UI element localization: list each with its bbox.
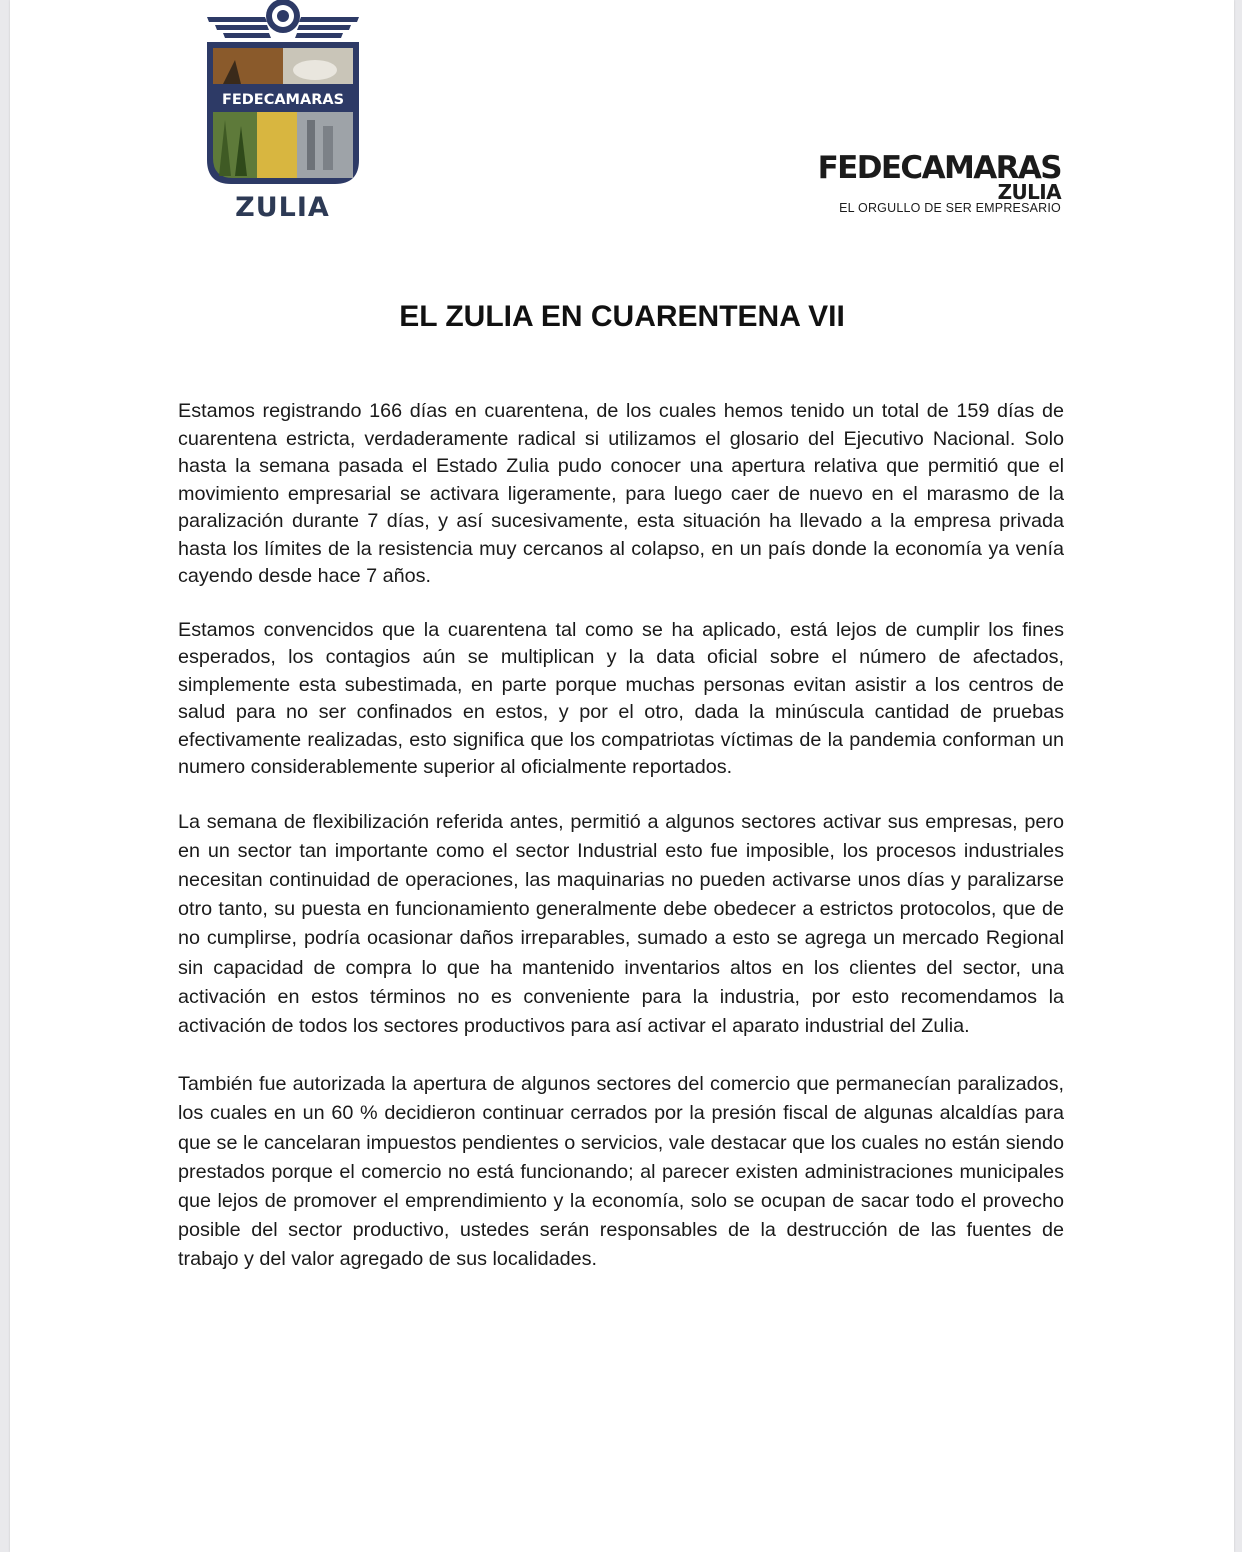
shield-banner-text: FEDECAMARAS xyxy=(221,92,345,108)
shield-emblem-icon xyxy=(195,0,370,192)
body-paragraph: Estamos registrando 166 días en cuarentena, de los cuales hemos tenido un total de 159 días de cuarentena estricta, verdaderamente radical si utilizamos el glosario del Ejecutivo Nacional. Solo hasta la semana pasada el Estado Zulia pudo conocer una apertura relativa que permitió que el movimiento empresarial se activara ligeramente, para luego caer de nuevo en el marasmo de la paralización durante 7 días, y así sucesivamente, esta situación ha llevado a la empresa privada hasta los límites de la resistencia muy cercanos al colapso, en un país donde la economía ya venía cayendo desde hace 7 años. xyxy=(178,400,1064,587)
shield-city-name: ZULIA xyxy=(235,192,330,223)
wordmark-name: FEDECAMARAS xyxy=(817,150,1061,186)
body-paragraph: Estamos convencidos que la cuarentena tal como se ha aplicado, está lejos de cumplir los fines esperados, los contagios aún se multiplican y la data oficial sobre el número de afectados, simplemente esta subestimada, en parte porque muchas personas evitan asistir a los centros de salud para no ser confinados en estos, y por el otro, dada la minúscula cantidad de pruebas efectivamente realizadas, esto significa que los compatriotas víctimas de la pandemia conforman un numero considerablemente superior al oficialmente reportados. xyxy=(178,618,1064,778)
wordmark-tagline: EL ORGULLO DE SER EMPRESARIO xyxy=(839,201,1061,215)
body-paragraph: También fue autorizada la apertura de algunos sectores del comercio que permanecían paralizados, los cuales en un 60 % decidieron continuar cerrados por la presión fiscal de algunas alcaldías para que se le cancelaran impuestos pendientes o servicios, vale destacar que los cuales no están siendo prestados porque el comercio no está funcionando; al parecer existen administraciones municipales que lejos de promover el emprendimiento y la economía, solo se ocupan de sacar todo el provecho posible del sector productivo, ustedes serán responsables de la destrucción de las fuentes de trabajo y del valor agregado de sus localidades. xyxy=(178,1073,1064,1271)
fedecamaras-shield-logo xyxy=(195,0,370,230)
document-title: EL ZULIA EN CUARENTENA VII xyxy=(399,300,845,333)
body-paragraph: La semana de flexibilización referida antes, permitió a algunos sectores activar sus empresas, pero en un sector tan importante como el sector Industrial esto fue imposible, los procesos industriales necesitan continuidad de operaciones, las maquinarias no pueden activarse unos días y paralizarse otro tanto, su puesta en funcionamiento generalmente debe obedecer a estrictos protocolos, que de no cumplirse, podría ocasionar daños irreparables, sumado a esto se agrega un mercado Regional sin capacidad de compra lo que ha mantenido inventarios altos en los clientes del sector, una activación en estos términos no es conveniente para la industria, por esto recomendamos la activación de todos los sectores productivos para así activar el aparato industrial del Zulia. xyxy=(178,810,1064,1037)
document-body xyxy=(178,398,1064,1301)
fedecamaras-wordmark xyxy=(785,152,1061,216)
wordmark-region: ZULIA xyxy=(997,180,1061,204)
document-page xyxy=(10,0,1234,1552)
gear-icon xyxy=(266,0,300,33)
